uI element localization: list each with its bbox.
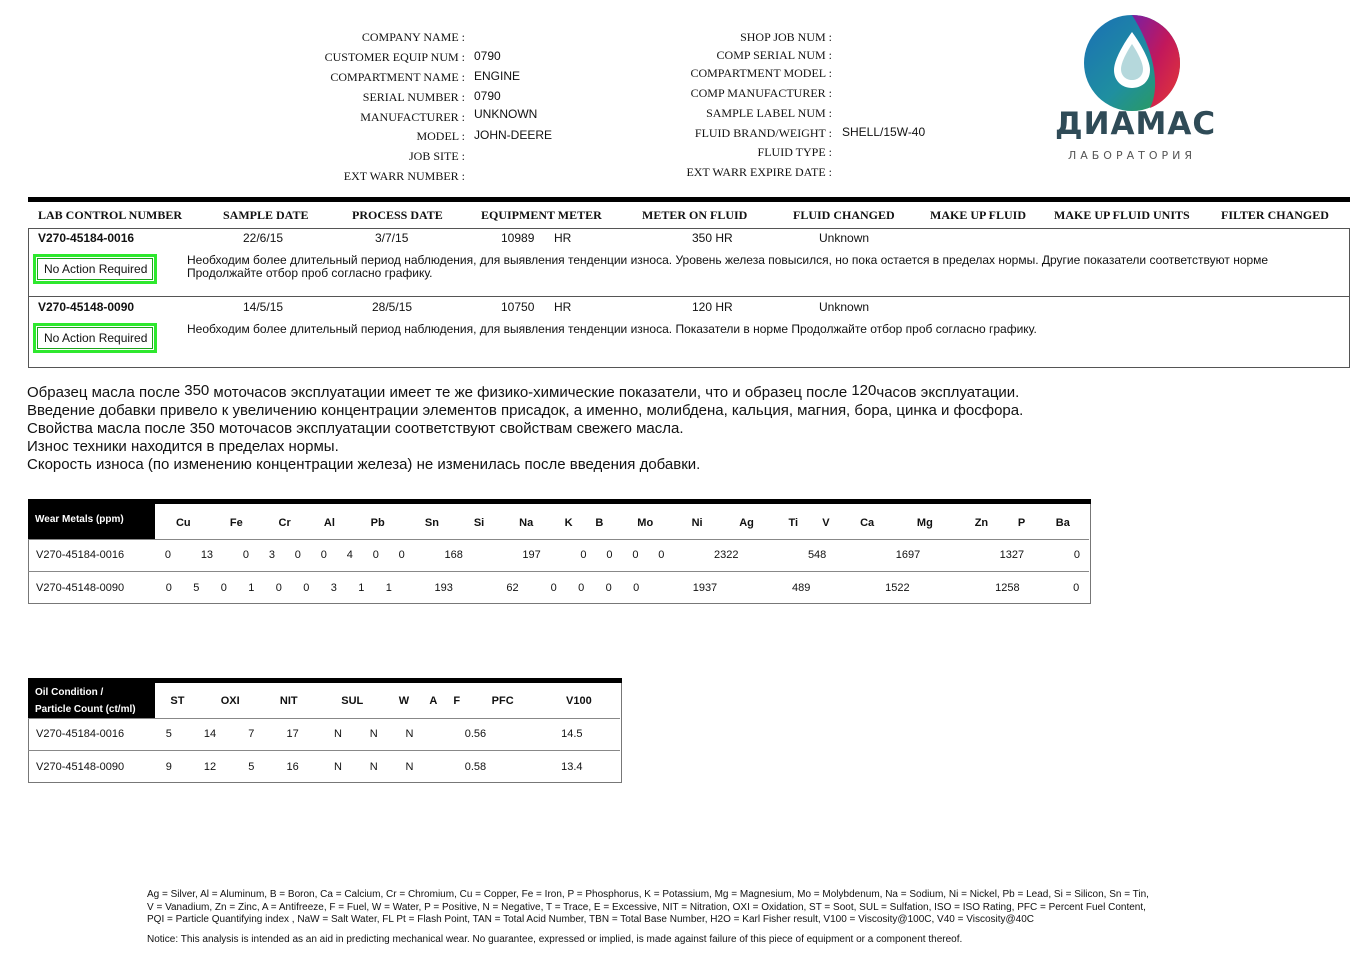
field-label: MODEL :: [416, 129, 465, 143]
company-logo: [1052, 8, 1217, 168]
fluid-changed: Unknown: [819, 300, 870, 314]
col-header: Mg: [916, 517, 933, 529]
cell: 5: [248, 761, 255, 773]
row-id: V270-45148-0090: [36, 761, 125, 773]
row-divider: [28, 750, 620, 751]
summary-line: Введение добавки привело к увеличению концентрации элементов присадок, а именно, молибдена, кальция, магния, бора, цинка и фосфора.: [27, 402, 1024, 419]
cell: 0: [633, 582, 640, 594]
lab-control-number: V270-45148-0090: [38, 300, 135, 314]
col-header: LAB CONTROL NUMBER: [38, 208, 183, 222]
summary-line: Износ техники находится в пределах нормы.: [27, 438, 339, 455]
summary-text: Образец масла после: [27, 384, 185, 401]
cell: 197: [522, 549, 541, 561]
cell: N: [405, 761, 414, 773]
field-label: COMP MANUFACTURER :: [690, 86, 832, 100]
cell: 0: [165, 582, 172, 594]
cell: 12: [203, 761, 217, 773]
sample-date: 22/6/15: [243, 231, 284, 245]
cell: 0: [275, 582, 282, 594]
header-divider: [28, 197, 1350, 202]
col-header: Fe: [229, 517, 243, 529]
cell: 0: [550, 582, 557, 594]
row-id: V270-45184-0016: [36, 549, 125, 561]
process-date: 3/7/15: [375, 231, 409, 245]
legend-line: PQI = Particle Quantifying index , NaW = Salt Water, FL Pt = Flash Point, TAN = Total Acid Number, TBN = Total Base Number, H2O = Karl Fisher result, V100 = Viscosity@100C, V40 = Viscosity@40C: [147, 914, 1034, 925]
cell: N: [369, 761, 378, 773]
cell: 1258: [995, 582, 1020, 594]
row-divider: [28, 296, 1350, 297]
field-label: COMPANY NAME :: [361, 30, 465, 44]
cell: 4: [346, 549, 353, 561]
cell: N: [334, 761, 342, 773]
cell: N: [405, 728, 414, 740]
lab-control-number: V270-45184-0016: [38, 231, 135, 245]
col-header: V: [822, 517, 830, 529]
notice-text: Notice: This analysis is intended as an aid in predicting mechanical wear. No guarantee, expressed or implied, is made against failure of this piece of equipment or a component thereof.: [147, 933, 963, 945]
cell: 0: [242, 549, 249, 561]
field-value: 0790: [474, 89, 501, 103]
col-header: Sn: [424, 517, 439, 529]
col-header: B: [595, 517, 604, 529]
meter-unit: HR: [554, 300, 572, 314]
col-header: FILTER CHANGED: [1221, 208, 1329, 222]
field-value: 0790: [474, 49, 501, 63]
summary-line: [27, 384, 1023, 402]
row-divider: [28, 718, 620, 719]
cell: 1: [358, 582, 365, 594]
col-header: Ba: [1055, 517, 1070, 529]
equipment-meter: 10989: [501, 231, 535, 245]
cell: 0: [580, 549, 587, 561]
oil-condition-header-row: [155, 687, 620, 715]
col-header: Ca: [860, 517, 875, 529]
col-header: Al: [323, 517, 335, 529]
status-badge: No Action Required: [33, 323, 157, 353]
col-header: Na: [519, 517, 534, 529]
summary-line: Скорость износа (по изменению концентрации железа) не изменилась после введения добавки.: [27, 456, 701, 473]
cell: 16: [286, 761, 299, 773]
cell: 0: [164, 549, 172, 561]
cell: 0: [398, 549, 405, 561]
field-label: SERIAL NUMBER :: [362, 90, 465, 104]
cell: 62: [506, 582, 519, 594]
cell: 489: [791, 582, 811, 594]
cell: 5: [165, 728, 172, 740]
field-label: COMPARTMENT MODEL :: [690, 66, 832, 80]
cell: 0.58: [464, 761, 487, 773]
row-divider: [28, 539, 1089, 540]
col-header: Ti: [788, 517, 799, 529]
table-top-bar: [28, 499, 1091, 504]
field-value: ENGINE: [474, 69, 521, 83]
summary-line: Свойства масла после 350 моточасов эксплуатации соответствуют свойствам свежего масла.: [27, 420, 684, 437]
col-header: Zn: [974, 517, 989, 529]
col-header: MAKE UP FLUID: [930, 208, 1026, 222]
col-header: K: [564, 517, 573, 529]
cell: N: [369, 728, 378, 740]
equipment-meter: 10750: [501, 300, 535, 314]
col-header: P: [1017, 517, 1026, 529]
col-header: METER ON FLUID: [642, 208, 748, 222]
col-header: MAKE UP FLUID UNITS: [1054, 208, 1190, 222]
col-header: OXI: [220, 695, 240, 707]
cell: 14.5: [561, 728, 583, 740]
field-label: JOB SITE :: [408, 149, 465, 163]
wear-metals-header-row: [155, 509, 1090, 537]
col-header: Cu: [175, 517, 191, 529]
field-label: COMPARTMENT NAME :: [330, 70, 465, 84]
col-header: PROCESS DATE: [352, 208, 443, 222]
legend-line: Ag = Silver, Al = Aluminum, B = Boron, Ca = Calcium, Cr = Chromium, Cu = Copper, Fe = Iron, P = Phosphorus, K = Potassium, Mg = Magnesium, Mo = Molybdenum, Na = Sodium, Ni = Nickel, Pb = Lead, Si = Silicon, Sn = Tin,: [147, 889, 1149, 900]
cell: 0: [320, 549, 327, 561]
field-label: SHOP JOB NUM :: [740, 30, 832, 44]
cell: 2322: [714, 549, 739, 561]
cell: 1: [248, 582, 255, 594]
col-header: PFC: [491, 695, 514, 707]
col-header: SUL: [341, 695, 364, 707]
field-label: FLUID TYPE :: [757, 145, 832, 159]
oil-condition-title: [35, 684, 136, 718]
cell: 17: [286, 728, 299, 740]
title-line: Particle Count (ct/ml): [35, 704, 136, 715]
field-label: COMP SERIAL NUM :: [716, 48, 832, 62]
cell: 0: [606, 549, 613, 561]
field-value: JOHN-DEERE: [474, 128, 553, 142]
cell: 0: [632, 549, 639, 561]
analysis-summary: [27, 384, 1023, 474]
cell: 0: [294, 549, 301, 561]
logo-mark-icon: [1052, 8, 1212, 118]
field-label: EXT WARR EXPIRE DATE :: [686, 165, 832, 179]
logo-name: ДИАМАС: [1055, 106, 1217, 142]
col-header: Ag: [739, 517, 754, 529]
title-line: Oil Condition /: [35, 687, 104, 698]
meter-on-fluid: 120 HR: [692, 300, 733, 314]
cell: 0.56: [464, 728, 487, 740]
cell: 0: [372, 549, 379, 561]
col-header: EQUIPMENT METER: [481, 208, 602, 222]
col-header: Cr: [278, 517, 291, 529]
wear-metals-title: Wear Metals (ppm): [35, 514, 124, 525]
summary-number: 350: [184, 382, 210, 399]
table-row: [155, 548, 1090, 562]
logo-subtitle: ЛАБОРАТОРИЯ: [1067, 149, 1197, 162]
legend-line: V = Vanadium, Zn = Zinc, A = Antifreeze, F = Fuel, W = Water, P = Positive, N = Negative, T = Trace, E = Excessive, NIT = Nitration, OXI = Oxidation, ST = Soot, SUL = Sulfation, ISO = ISO Rating, PFC = Percent Fuel Content,: [147, 901, 1146, 913]
table-row: [155, 727, 620, 741]
cell: 13: [200, 549, 214, 561]
cell: 0: [1073, 549, 1080, 561]
cell: N: [334, 728, 342, 740]
cell: 0: [1073, 582, 1080, 594]
col-header: A: [429, 695, 438, 707]
meter-on-fluid: 350 HR: [692, 231, 733, 245]
sample-date: 14/5/15: [243, 300, 284, 314]
col-header: Ni: [691, 517, 703, 529]
samples-table: [28, 228, 1350, 368]
fluid-changed: Unknown: [819, 231, 870, 245]
footer-legend: [147, 889, 1157, 946]
cell: 1522: [885, 582, 910, 594]
cell: 548: [807, 549, 827, 561]
field-label: MANUFACTURER :: [360, 110, 465, 124]
col-header: NIT: [279, 695, 298, 707]
sample-comment: Необходим более длительный период наблюдения, для выявления тенденции износа. Показатели в норме Продолжайте отбор проб согласно графику.: [187, 322, 1037, 336]
cell: 0: [578, 582, 585, 594]
sample-comment: Необходим более длительный период наблюдения, для выявления тенденции износа. Уровень железа повысился, но пока остается в пределах нормы. Другие показатели соответствуют норме Продолжайте отбор проб согласно графику.: [187, 253, 1269, 280]
field-label: FLUID BRAND/WEIGHT :: [694, 126, 832, 140]
cell: 1937: [692, 582, 718, 594]
process-date: 28/5/15: [372, 300, 413, 314]
cell: 0: [658, 549, 665, 561]
summary-text: моточасов эксплуатации имеет те же физико-химические показатели, что и образец после: [209, 384, 852, 401]
col-header: F: [453, 695, 461, 707]
field-value: UNKNOWN: [474, 107, 538, 121]
cell: 3: [330, 582, 337, 594]
col-header: W: [398, 695, 410, 707]
field-value: SHELL/15W-40: [842, 125, 926, 139]
status-badge: No Action Required: [33, 254, 157, 284]
cell: 193: [434, 582, 453, 594]
summary-number: 120: [851, 382, 877, 399]
table-row: [155, 581, 1090, 595]
row-divider: [28, 571, 1089, 572]
cell: 0: [220, 582, 227, 594]
row-id: V270-45148-0090: [36, 582, 125, 594]
field-label: CUSTOMER EQUIP NUM :: [324, 50, 465, 64]
cell: 7: [248, 728, 255, 740]
meter-unit: HR: [554, 231, 572, 245]
cell: 1: [385, 582, 392, 594]
col-header: ST: [170, 695, 185, 707]
cell: 1697: [895, 549, 921, 561]
field-label: EXT WARR NUMBER :: [343, 169, 465, 183]
col-header: SAMPLE DATE: [223, 208, 309, 222]
cell: 5: [193, 582, 200, 594]
cell: 168: [444, 549, 463, 561]
cell: 0: [303, 582, 310, 594]
col-header: Si: [473, 517, 485, 529]
col-header: V100: [566, 695, 592, 707]
table-row: [155, 760, 620, 774]
cell: 3: [268, 549, 275, 561]
col-header: FLUID CHANGED: [793, 208, 895, 222]
cell: 9: [165, 761, 172, 773]
cell: 0: [605, 582, 612, 594]
cell: 14: [203, 728, 217, 740]
col-header: Pb: [370, 517, 385, 529]
field-label: SAMPLE LABEL NUM :: [706, 106, 832, 120]
row-id: V270-45184-0016: [36, 728, 125, 740]
summary-text: часов эксплуатации.: [876, 384, 1020, 401]
col-header: Mo: [637, 517, 654, 529]
cell: 1327: [999, 549, 1025, 561]
cell: 13.4: [561, 761, 583, 773]
